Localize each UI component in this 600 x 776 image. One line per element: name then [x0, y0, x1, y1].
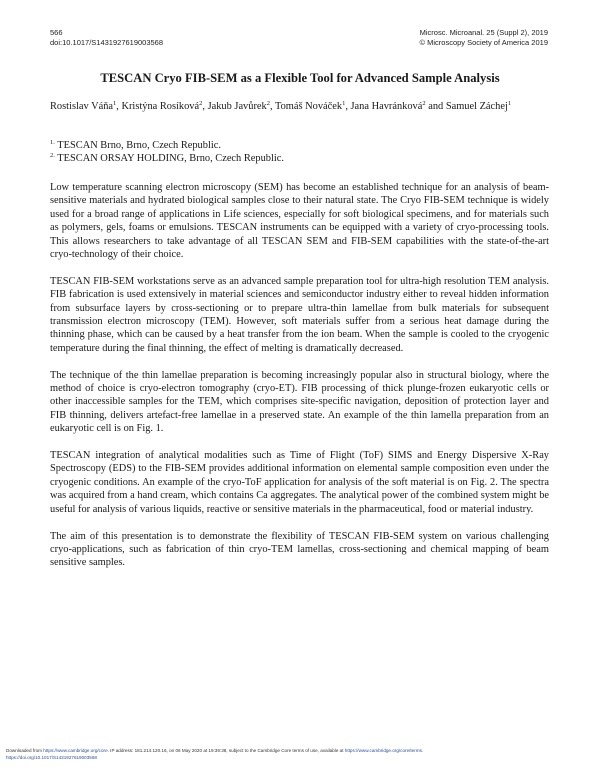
- author-separator: ,: [345, 101, 351, 112]
- terms-link[interactable]: https://www.cambridge.org/core/terms: [344, 748, 422, 753]
- paper-title: TESCAN Cryo FIB-SEM as a Flexible Tool for Advanced Sample Analysis: [100, 71, 500, 85]
- affiliation-mark: 1.: [50, 139, 55, 146]
- author-affiliation-mark: 2: [266, 100, 270, 107]
- author-affiliation-mark: 1: [113, 100, 117, 107]
- author-affiliation-mark: 2: [422, 100, 426, 107]
- author-separator: ,: [202, 101, 208, 112]
- copyright-notice: © Microscopy Society of America 2019: [419, 38, 548, 47]
- body-paragraph: The technique of the thin lamellae preparation is becoming increasingly popular also in structural biology, where the method of choice is cryo-electron tomography (cryo-ET). FIB processing of thick plunge-frozen eukaryotic cells or other inaccessible samples for the TEM, which comprises site-specific navigation, deposition of protection layer and FIB thinning, delivers artefact-free lamellae in a preserved state. An example of the thin lamella preparation from an eukaryotic cell is on Fig. 1.: [50, 369, 549, 435]
- doi: doi:10.1017/S1431927619003568: [50, 38, 164, 47]
- author-affiliation-mark: 1: [507, 100, 512, 107]
- footer-text: .: [421, 748, 424, 753]
- affiliation-text: TESCAN Brno, Brno, Czech Republic.: [57, 140, 221, 151]
- body-paragraph: The aim of this presentation is to demonstrate the flexibility of TESCAN FIB-SEM system on various challenging cryo-applications, such as fabrication of thin cryo-TEM lamellas, cross-sectioning and chemical mapping of beam sensitive samples.: [50, 530, 549, 569]
- author-name: Kristýna Rosíková: [121, 101, 200, 112]
- affiliation-item: [50, 152, 550, 165]
- author-name: Jana Havránková: [350, 101, 423, 112]
- author-name: Rostislav Váňa: [50, 101, 114, 112]
- body-paragraph: TESCAN integration of analytical modalities such as Time of Flight (ToF) SIMS and Energy Dispersive X-Ray Spectroscopy (EDS) to the FIB-SEM provides additional information on elemental sample composition even under the cryogenic conditions. An example of the cryo-ToF application for analysis of the soft material is on Fig. 2. The spectra was acquired from a hand cream, which contains Ca aggregates. The analytical power of the combined system might be useful for analysis of various liquids, reactive or sensitive materials in the pharmaceutical, food or material industry.: [50, 450, 549, 515]
- author-name: Tomáš Nováček: [274, 101, 343, 112]
- page-header-left: [50, 28, 163, 48]
- download-footer: [6, 747, 596, 761]
- doi-link[interactable]: https://doi.org/10.1017/S1431927619003568: [6, 755, 97, 760]
- author-name: Jakub Javůrek: [207, 101, 267, 112]
- author-list: [50, 100, 550, 113]
- affiliation-item: [50, 139, 550, 152]
- footer-text: . IP address: 181.214.120.16, on 06 May 2020 at 19:39:38, subject to the Cambridge Core terms of use, available at: [107, 748, 345, 753]
- affiliation-text: TESCAN ORSAY HOLDING, Brno, Czech Republic.: [57, 153, 284, 165]
- footer-text: Downloaded from: [6, 748, 44, 753]
- abstract-body: [50, 181, 549, 583]
- affiliation-mark: 2.: [50, 152, 55, 160]
- page-number: 566: [50, 28, 63, 37]
- body-paragraph: Low temperature scanning electron microscopy (SEM) has become an established technique for an analysis of beam-sensitive materials and hydrated biological samples close to their natural state. The Cryo FIB-SEM technique is widely used for a broad range of applications in Life sciences, especially for soft biological specimens, and for materials such as polymers, gels, foams or emulsions. TESCAN instruments can be equipped with a variety of cryo-processing tools. This allows researchers to take advantage of all TESCAN SEM and FIB-SEM capabilities with the state-of-the-art cryo-technology of their choice.: [50, 182, 549, 261]
- author-separator: ,: [116, 101, 122, 112]
- author-name: Samuel Záchej: [445, 101, 508, 112]
- affiliation-list: [50, 139, 550, 166]
- author-affiliation-mark: 1: [342, 100, 346, 107]
- page-header-right: [420, 28, 549, 48]
- author-separator: ,: [269, 101, 275, 112]
- author-affiliation-mark: 2: [199, 100, 203, 107]
- cambridge-core-link[interactable]: https://www.cambridge.org/core: [43, 748, 108, 753]
- author-separator: and: [425, 101, 446, 112]
- body-paragraph: TESCAN FIB-SEM workstations serve as an advanced sample preparation tool for ultra-high resolution TEM analysis. FIB fabrication is used extensively in material sciences and semiconductor industry either to reveal hidden information from subsurface layers by cross-sectioning or to prepare ultra-thin lamellae from bulk materials for subsequent transmission electron microscopy (TEM). However, soft materials suffer from a serious heat damage during the thinning phase, which can be caused by a heat transfer from the ion beam. When the sample is cooled to the cryogenic temperature during the final thinning, the effect of melting is dramatically decreased.: [50, 275, 549, 354]
- journal-citation: Microsc. Microanal. 25 (Suppl 2), 2019: [419, 28, 548, 37]
